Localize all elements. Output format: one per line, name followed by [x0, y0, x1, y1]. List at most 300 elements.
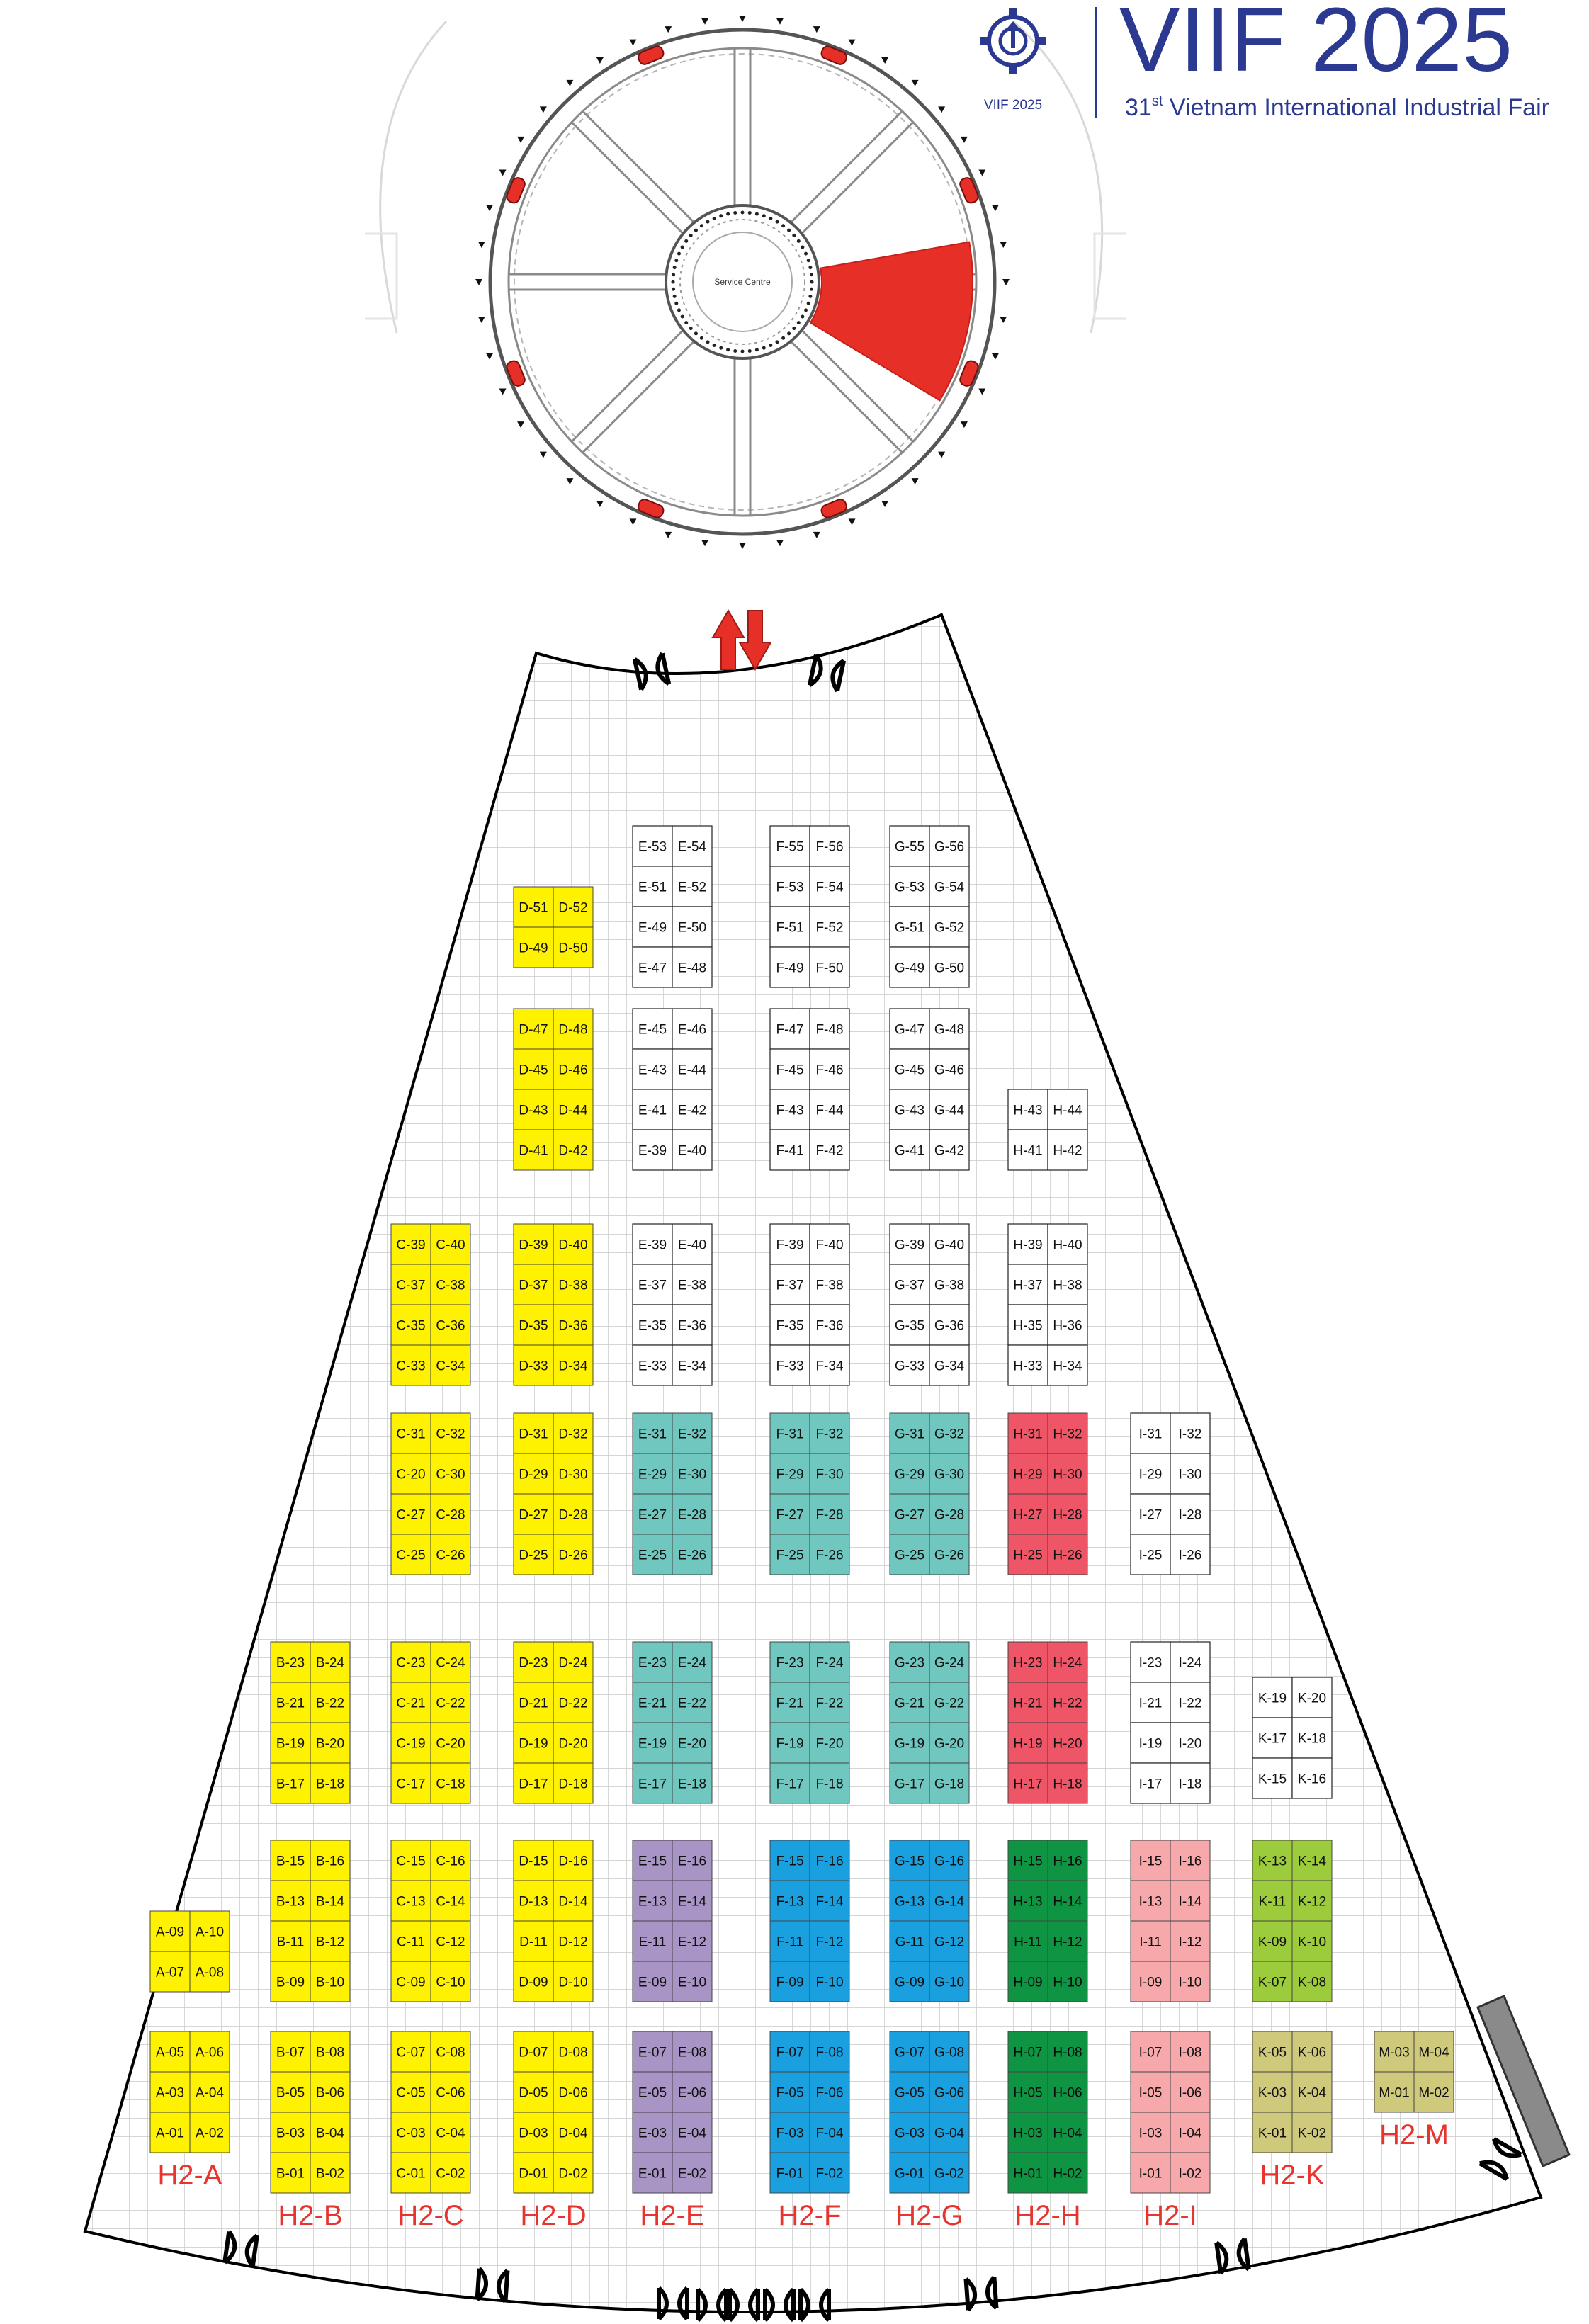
seat-dot: [797, 321, 801, 324]
booth-label: H-07: [1013, 2045, 1043, 2061]
booth-label: B-17: [276, 1776, 305, 1792]
booth-label: G-11: [895, 1934, 924, 1950]
booth-label: D-06: [558, 2085, 588, 2101]
seat-dot: [713, 217, 716, 220]
booth-label: B-20: [315, 1736, 345, 1752]
rim-marker-icon: [938, 452, 945, 458]
booth-label: E-20: [677, 1736, 707, 1752]
booth-label: I-20: [1178, 1736, 1202, 1752]
booth-label: K-18: [1297, 1731, 1327, 1747]
rim-marker-icon: [629, 40, 636, 46]
booth-block: [514, 1224, 593, 1385]
booth-label: F-12: [815, 1934, 844, 1950]
booth-label: G-01: [894, 2166, 925, 2182]
booth-block: [770, 1840, 849, 2002]
booth-block: [391, 1840, 470, 2002]
booth-label: K-01: [1257, 2126, 1287, 2141]
booth-label: H-40: [1053, 1237, 1082, 1253]
booth-label: I-13: [1138, 1894, 1163, 1910]
rim-marker-icon: [881, 57, 888, 64]
booth-label: E-14: [677, 1894, 707, 1910]
booth-block: [1008, 2031, 1087, 2193]
booth-label: G-53: [894, 880, 925, 895]
booth-label: B-02: [315, 2166, 345, 2182]
rim-marker-icon: [701, 18, 708, 25]
booth-label: D-48: [558, 1022, 588, 1038]
booth-label: C-24: [436, 1655, 465, 1671]
booth-label: A-03: [155, 2085, 185, 2101]
booth-label: A-08: [195, 1965, 225, 1980]
booth-label: B-14: [315, 1894, 345, 1910]
booth-label: B-21: [276, 1696, 305, 1711]
booth-label: B-01: [276, 2166, 305, 2182]
hall-plan: [71, 609, 1569, 2324]
booth-block: [1252, 2031, 1332, 2153]
booth-label: G-31: [894, 1427, 925, 1442]
booth-label: E-01: [638, 2166, 667, 2182]
rim-marker-icon: [1000, 242, 1007, 248]
booth-label: G-37: [894, 1278, 925, 1293]
booth-label: K-09: [1257, 1934, 1287, 1950]
zone-label: H2-I: [1143, 2200, 1197, 2231]
seat-dot: [808, 266, 812, 269]
booth-label: K-19: [1257, 1691, 1287, 1706]
booth-block: [890, 2031, 969, 2193]
booth-label: H-31: [1013, 1427, 1043, 1442]
booth-label: H-36: [1053, 1318, 1082, 1334]
booth-label: H-16: [1053, 1854, 1082, 1869]
booth-block: [514, 887, 593, 968]
booth-label: F-16: [815, 1854, 844, 1869]
seat-dot: [810, 273, 813, 276]
booth-label: E-35: [638, 1318, 667, 1334]
rim-marker-icon: [1000, 317, 1007, 323]
booth-block: [391, 2031, 470, 2193]
booth-label: E-30: [677, 1467, 707, 1483]
booth-label: D-21: [519, 1696, 548, 1711]
seat-dot: [769, 217, 772, 220]
booth-label: C-28: [436, 1507, 465, 1523]
venue-overview-map: [365, 16, 1126, 549]
booth-label: I-24: [1178, 1655, 1202, 1671]
booth-label: F-35: [776, 1318, 804, 1334]
booth-label: D-22: [558, 1696, 588, 1711]
booth-label: G-51: [894, 920, 925, 936]
booth-label: D-32: [558, 1427, 588, 1442]
booth-label: E-33: [638, 1359, 667, 1374]
booth-label: G-17: [894, 1776, 925, 1792]
booth-label: E-53: [638, 839, 667, 855]
seat-dot: [674, 259, 678, 262]
booth-label: E-07: [638, 2045, 667, 2061]
booth-label: I-17: [1138, 1776, 1163, 1792]
seat-dot: [804, 308, 808, 312]
booth-label: I-02: [1178, 2166, 1202, 2182]
booth-label: C-39: [396, 1237, 426, 1253]
booth-label: E-39: [638, 1143, 667, 1159]
header-subtitle: Vietnam International Industrial Fair: [1169, 94, 1549, 121]
booth-label: D-47: [519, 1022, 548, 1038]
rim-marker-icon: [701, 540, 708, 546]
booth-label: H-06: [1053, 2085, 1082, 2101]
booth-label: I-05: [1138, 2085, 1163, 2101]
rim-marker-icon: [517, 137, 524, 143]
seat-dot: [801, 246, 804, 249]
booth-label: G-34: [934, 1359, 965, 1374]
booth-label: F-53: [776, 880, 804, 895]
booth-label: F-09: [776, 1975, 804, 1990]
booth-label: E-15: [638, 1854, 667, 1869]
booth-block: [633, 1009, 712, 1170]
booth-label: C-19: [396, 1736, 426, 1752]
booth-label: F-52: [815, 920, 844, 936]
booth-label: F-19: [776, 1736, 804, 1752]
booth-label: K-12: [1297, 1894, 1327, 1910]
booth-label: G-52: [934, 920, 965, 936]
booth-label: C-20: [396, 1467, 426, 1483]
booth-label: G-56: [934, 839, 965, 855]
booth-block: [514, 1009, 593, 1170]
booth-label: C-10: [436, 1975, 465, 1990]
booth-label: G-43: [894, 1103, 925, 1118]
booth-label: E-49: [638, 920, 667, 936]
booth-label: E-44: [677, 1062, 707, 1078]
booth-label: E-17: [638, 1776, 667, 1792]
booth-label: F-54: [815, 880, 844, 895]
booth-label: I-10: [1178, 1975, 1202, 1990]
booth-block: [633, 1642, 712, 1803]
rim-marker-icon: [596, 57, 604, 64]
booth-label: G-50: [934, 960, 965, 976]
booth-label: B-06: [315, 2085, 345, 2101]
booth-label: K-15: [1257, 1772, 1287, 1787]
booth-label: D-03: [519, 2126, 548, 2141]
booth-label: E-37: [638, 1278, 667, 1293]
booth-label: F-11: [776, 1934, 803, 1950]
booth-block: [514, 1413, 593, 1575]
booth-label: F-51: [776, 920, 804, 936]
booth-label: G-08: [934, 2045, 965, 2061]
booth-label: B-08: [315, 2045, 345, 2061]
booth-label: G-15: [894, 1854, 925, 1869]
booth-label: H-21: [1013, 1696, 1043, 1711]
booth-label: G-46: [934, 1062, 965, 1078]
booth-label: K-16: [1297, 1772, 1327, 1787]
rim-marker-icon: [739, 16, 746, 22]
booth-block: [1131, 1413, 1210, 1575]
booth-label: I-11: [1139, 1934, 1162, 1950]
service-centre-label: Service Centre: [714, 277, 771, 287]
booth-block: [633, 1224, 712, 1385]
booth-label: D-05: [519, 2085, 548, 2101]
booth-label: D-50: [558, 941, 588, 956]
seat-dot: [792, 234, 796, 237]
seat-dot: [807, 259, 810, 262]
booth-label: A-05: [155, 2045, 185, 2061]
booth-label: F-49: [776, 960, 804, 976]
seat-dot: [733, 211, 737, 215]
zone-label: H2-G: [895, 2200, 963, 2231]
booth-label: E-28: [677, 1507, 707, 1523]
booth-label: C-07: [396, 2045, 426, 2061]
seat-dot: [810, 280, 814, 284]
booth-label: D-09: [519, 1975, 548, 1990]
booth-label: G-54: [934, 880, 965, 895]
booth-label: A-07: [155, 1965, 185, 1980]
rim-marker-icon: [499, 169, 507, 176]
booth-label: C-37: [396, 1278, 426, 1293]
booth-label: H-12: [1053, 1934, 1082, 1950]
booth-label: M-02: [1418, 2085, 1449, 2101]
booth-label: F-42: [815, 1143, 844, 1159]
booth-label: K-10: [1297, 1934, 1327, 1950]
booth-label: F-02: [815, 2166, 844, 2182]
booth-block: [271, 2031, 350, 2193]
viif-logo: [980, 8, 1046, 113]
booth-block: [1252, 1840, 1332, 2002]
booth-label: H-23: [1013, 1655, 1043, 1671]
booth-label: D-17: [519, 1776, 548, 1792]
booth-label: C-02: [436, 2166, 465, 2182]
seat-dot: [776, 220, 779, 224]
booth-label: K-04: [1297, 2085, 1327, 2101]
booth-label: C-26: [436, 1548, 465, 1563]
booth-label: K-05: [1257, 2045, 1287, 2061]
booth-label: D-49: [519, 941, 548, 956]
zone-label: H2-D: [520, 2200, 587, 2231]
booth-label: F-01: [776, 2166, 804, 2182]
booth-label: D-38: [558, 1278, 588, 1293]
booth-label: E-25: [638, 1548, 667, 1563]
booth-label: F-25: [776, 1548, 804, 1563]
booth-label: B-23: [276, 1655, 305, 1671]
booth-label: H-18: [1053, 1776, 1082, 1792]
booth-label: E-27: [638, 1507, 667, 1523]
booth-label: D-34: [558, 1359, 588, 1374]
booth-label: H-17: [1013, 1776, 1043, 1792]
booth-label: B-22: [315, 1696, 345, 1711]
booth-label: C-20: [436, 1736, 465, 1752]
booth-label: B-09: [276, 1975, 305, 1990]
booth-label: D-11: [519, 1934, 548, 1950]
booth-label: F-48: [815, 1022, 844, 1038]
booth-label: F-04: [815, 2126, 844, 2141]
booth-label: G-38: [934, 1278, 965, 1293]
booth-label: F-06: [815, 2085, 844, 2101]
header-title: VIIF 2025: [1119, 0, 1512, 91]
booth-label: F-33: [776, 1359, 804, 1374]
rim-marker-icon: [517, 421, 524, 428]
booth-label: K-13: [1257, 1854, 1287, 1869]
booth-label: F-44: [815, 1103, 844, 1118]
booth-label: I-21: [1138, 1696, 1163, 1711]
booth-label: K-14: [1297, 1854, 1327, 1869]
booth-label: B-16: [315, 1854, 345, 1869]
booth-label: E-51: [638, 880, 667, 895]
booth-label: D-36: [558, 1318, 588, 1334]
booth-label: E-45: [638, 1022, 667, 1038]
seat-dot: [694, 331, 698, 335]
seat-dot: [673, 295, 677, 298]
booth-label: I-09: [1138, 1975, 1163, 1990]
booth-label: F-46: [815, 1062, 844, 1078]
booth-block: [633, 2031, 712, 2193]
booth-label: D-04: [558, 2126, 588, 2141]
booth-block: [770, 1642, 849, 1803]
booth-label: B-15: [276, 1854, 305, 1869]
seat-dot: [684, 239, 688, 243]
rim-marker-icon: [475, 279, 482, 285]
booth-label: D-41: [519, 1143, 548, 1159]
booth-label: E-24: [677, 1655, 707, 1671]
booth-label: I-22: [1178, 1696, 1202, 1711]
booth-label: H-38: [1053, 1278, 1082, 1293]
booth-label: G-14: [934, 1894, 965, 1910]
booth-label: F-37: [776, 1278, 804, 1293]
booth-label: H-01: [1013, 2166, 1043, 2182]
booth-label: D-52: [558, 900, 588, 916]
booth-label: I-18: [1178, 1776, 1202, 1792]
booth-label: F-47: [776, 1022, 804, 1038]
booth-label: G-06: [934, 2085, 965, 2101]
booth-label: I-15: [1138, 1854, 1163, 1869]
seat-dot: [755, 212, 759, 216]
booth-label: H-26: [1053, 1548, 1082, 1563]
booth-label: G-07: [894, 2045, 925, 2061]
booth-label: G-29: [894, 1467, 925, 1483]
booth-label: D-45: [519, 1062, 548, 1078]
seat-dot: [681, 246, 684, 249]
booth-label: G-48: [934, 1022, 965, 1038]
booth-label: B-12: [315, 1934, 345, 1950]
rim-marker-icon: [992, 353, 999, 360]
booth-block: [770, 2031, 849, 2193]
booth-block: [890, 1413, 969, 1575]
booth-label: A-01: [155, 2126, 185, 2141]
booth-label: H-25: [1013, 1548, 1043, 1563]
booth-label: F-28: [815, 1507, 844, 1523]
booth-label: C-15: [396, 1854, 426, 1869]
booth-label: E-23: [638, 1655, 667, 1671]
rim-marker-icon: [881, 501, 888, 507]
booth-label: H-43: [1013, 1103, 1043, 1118]
rim-marker-icon: [629, 518, 636, 525]
seat-dot: [700, 224, 703, 227]
header: [980, 0, 1549, 121]
booth-label: I-08: [1178, 2045, 1202, 2061]
booth-label: H-24: [1053, 1655, 1082, 1671]
seat-dot: [677, 252, 681, 256]
booth-label: E-08: [677, 2045, 707, 2061]
zone-label: H2-K: [1260, 2160, 1325, 2191]
booth-label: F-07: [776, 2045, 804, 2061]
booth-label: C-32: [436, 1427, 465, 1442]
booth-label: G-02: [934, 2166, 965, 2182]
seat-dot: [755, 348, 759, 351]
booth-block: [770, 826, 849, 987]
booth-label: F-14: [815, 1894, 844, 1910]
booth-block: [391, 1413, 470, 1575]
booth-label: E-03: [638, 2126, 667, 2141]
booth-label: F-55: [776, 839, 804, 855]
booth-label: C-35: [396, 1318, 426, 1334]
seat-dot: [681, 315, 684, 319]
rim-marker-icon: [912, 478, 919, 484]
seat-dot: [726, 212, 730, 216]
booth-block: [391, 1642, 470, 1803]
booth-label: D-28: [558, 1507, 588, 1523]
booth-label: I-07: [1138, 2045, 1163, 2061]
booth-label: G-41: [894, 1143, 925, 1159]
booth-block: [890, 1840, 969, 2002]
rim-marker-icon: [486, 353, 493, 360]
booth-label: D-39: [519, 1237, 548, 1253]
seat-dot: [787, 229, 791, 232]
booth-label: E-12: [677, 1934, 707, 1950]
seat-dot: [810, 288, 813, 291]
booth-label: F-41: [776, 1143, 804, 1159]
booth-label: D-40: [558, 1237, 588, 1253]
booth-label: E-32: [677, 1427, 707, 1442]
booth-block: [391, 1224, 470, 1385]
seat-dot: [733, 349, 737, 353]
booth-label: C-30: [436, 1467, 465, 1483]
booth-label: D-13: [519, 1894, 548, 1910]
booth-label: D-20: [558, 1736, 588, 1752]
booth-label: B-10: [315, 1975, 345, 1990]
booth-label: D-01: [519, 2166, 548, 2182]
booth-label: G-45: [894, 1062, 925, 1078]
booth-label: C-40: [436, 1237, 465, 1253]
booth-block: [633, 1413, 712, 1575]
seat-dot: [787, 331, 791, 335]
booth-label: E-48: [677, 960, 707, 976]
booth-label: D-14: [558, 1894, 588, 1910]
booth-block: [890, 1224, 969, 1385]
booth-label: F-26: [815, 1548, 844, 1563]
booth-label: F-18: [815, 1776, 844, 1792]
booth-label: F-15: [776, 1854, 804, 1869]
booth-label: H-27: [1013, 1507, 1043, 1523]
seat-dot: [801, 315, 804, 319]
booth-block: [1008, 1413, 1087, 1575]
seat-dot: [776, 340, 779, 344]
booth-label: B-13: [276, 1894, 305, 1910]
booth-label: C-34: [436, 1359, 465, 1374]
booth-label: G-19: [894, 1736, 925, 1752]
booth-label: G-25: [894, 1548, 925, 1563]
booth-label: F-40: [815, 1237, 844, 1253]
booth-label: D-19: [519, 1736, 548, 1752]
booth-label: C-23: [396, 1655, 426, 1671]
rim-marker-icon: [776, 18, 784, 25]
rim-marker-icon: [961, 421, 968, 428]
booth-label: D-44: [558, 1103, 588, 1118]
booth-label: C-01: [396, 2166, 426, 2182]
booth-label: C-05: [396, 2085, 426, 2101]
booth-label: H-02: [1053, 2166, 1082, 2182]
booth-label: F-27: [776, 1507, 804, 1523]
booth-label: F-10: [815, 1975, 844, 1990]
booth-label: D-10: [558, 1975, 588, 1990]
booth-label: H-34: [1053, 1359, 1082, 1374]
booth-label: C-36: [436, 1318, 465, 1334]
booth-label: B-04: [315, 2126, 345, 2141]
booth-label: F-03: [776, 2126, 804, 2141]
booth-block: [150, 1911, 230, 1992]
rim-marker-icon: [776, 540, 784, 546]
booth-label: C-04: [436, 2126, 465, 2141]
